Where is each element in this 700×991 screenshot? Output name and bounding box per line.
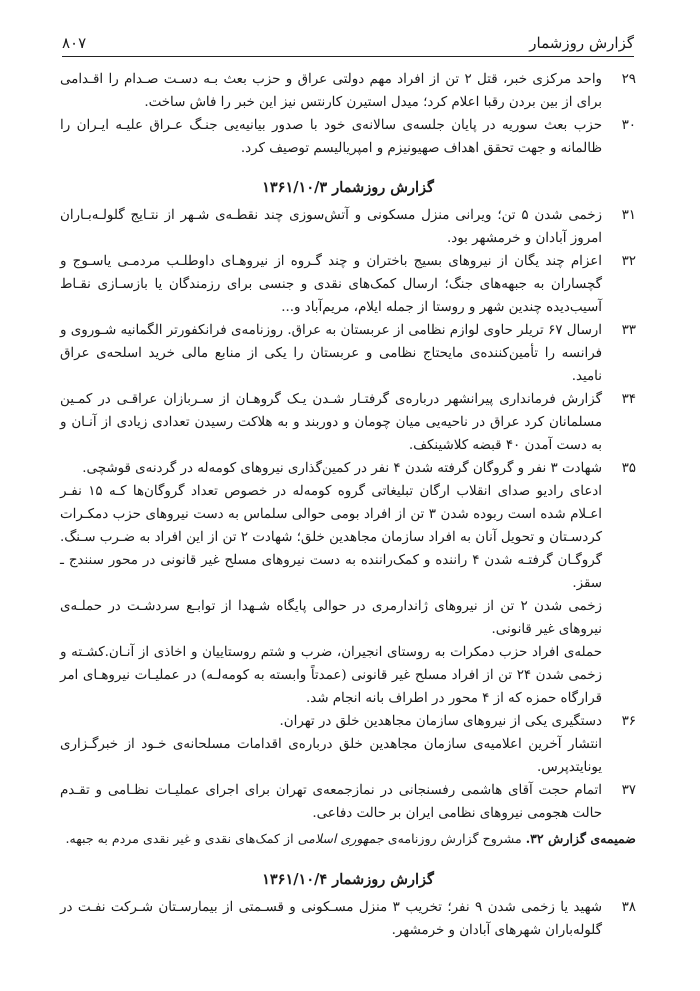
entry-number: ۳۱: [621, 208, 636, 223]
page-number: ۸۰۷: [62, 34, 87, 52]
entry-paragraph: ادعای رادیو صدای انقلاب ارگان تبلیغاتی گروه کومه‌له در خصوص تعداد گروگان‌ها کـه ۱۵ نفـر اعـلام شده است ربوده شدن ۳ تن از افراد بومی حوالی سلماس به دست نیروهای حزب دمکـرات کردسـتان و تحویل آنان به افراد سازمان مجاهدین خلق؛ شهادت ۲ تن از این افراد به ضـرب سـنگ. گروگـان گرفتـه شدن ۴ راننده و کمک‌راننده به دست نیروهای مسلح غیر قانونی در محور سنندج ـ سقز.: [60, 484, 602, 591]
entry-number: ۳۴: [621, 392, 636, 407]
entry-paragraph: حمله‌ی افراد حزب دمکرات به روستای انجیران، ضرب و شتم روستاییان و اخاذی از آنـان.کشـته و زخمی شدن ۲۴ تن از افراد مسلح غیر قانونی (عمدتاً وابسته به کومه‌لـه) در عملیـات نیروهـای امر قرارگاه حمزه که از ۴ محور در اطراف بانه انجام شد.: [60, 645, 602, 706]
entry-paragraph: شهید یا زخمی شدن ۹ نفر؛ تخریب ۳ منزل مسـکونی و قسـمتی از بیمارسـتان شـرکت نفـت در گلوله‌باران شهرهای آبادان و خرمشهر.: [60, 900, 602, 938]
entry-body: [60, 319, 602, 388]
entries-group-a: [60, 68, 636, 160]
entry-paragraph: شهادت ۳ نفر و گروگان گرفته شدن ۴ نفر در کمین‌گذاری نیروهای کومه‌له در گردنه‌ی قوشچی.: [82, 461, 602, 476]
entry: [60, 114, 636, 160]
entry: [60, 896, 636, 942]
entry-paragraph: ارسال ۶۷ تریلر حاوی لوازم نظامی از عربستان به عراق. روزنامه‌ی فرانکفورتر الگمانیه شـوروی و فرانسه را تأمین‌کننده‌ی مایحتاج نظامی و عربستان را یکی از منابع مالی خرید اسلحه‌ی عراق نامید.: [60, 323, 602, 384]
entry-paragraph: اعزام چند یگان از نیروهای بسیج باختران و چند گـروه از نیروهـای داوطلـب مردمـی یاسـوج و گچساران به جبهه‌های جنگ؛ ارسال کمک‌های نقدی و جنسی برای رزمندگان یا بازسـازی نقـاط آسیب‌دیده چندین شهر و روستا از جمله ایلام، مریم‌آباد و...: [60, 254, 602, 315]
entry-number: ۳۵: [621, 461, 636, 476]
entry-number: ۳۸: [621, 900, 636, 915]
appendix-text-after: از کمک‌های نقدی و غیر نقدی مردم به جبهه.: [65, 831, 298, 846]
entry: [60, 319, 636, 388]
section-title: گزارش روزشمار ۱۳۶۱/۱۰/۳: [262, 179, 434, 196]
entry-body: [60, 114, 602, 160]
entry: [60, 204, 636, 250]
entry: [60, 779, 636, 825]
entry-number: ۳۷: [621, 783, 636, 798]
entry-body: [60, 250, 602, 319]
entry-paragraph: حزب بعث سوریه در پایان جلسه‌ی سالانه‌ی خود با صدور بیانیه‌یی جنـگ عـراق علیـه ایـران را ظالمانه و جهت تحقق اهداف صهیونیزم و امپریالیسم توصیف کرد.: [60, 118, 602, 156]
entry-paragraph: گزارش فرمانداری پیرانشهر درباره‌ی گرفتـار شـدن یـک گروهـان از سـربازان عراقـی در کمـین مسلمانان کرد عراق در ناحیه‌یی میان چومان و دوربند و به هلاکت رسیدن تعدادی زیادی از آنـان و به دست آمدن ۴۰ قبضه کلاشینکف.: [60, 392, 602, 453]
entry-body: [60, 204, 602, 250]
appendix-note: [60, 827, 636, 850]
entry-number: ۳۳: [621, 323, 636, 338]
entry-paragraph: انتشار آخرین اعلامیه‌ی سازمان مجاهدین خلق درباره‌ی اقدامات مسلحانه‌ی خـود از خبرگـزاری یونایتدپرس.: [60, 737, 602, 775]
entry: [60, 457, 636, 710]
page-content: [60, 68, 636, 942]
section-title: گزارش روزشمار ۱۳۶۱/۱۰/۴: [262, 871, 434, 888]
running-header: [62, 30, 634, 57]
entry-body: [60, 388, 602, 457]
entry-paragraph: واحد مرکزی خبر، قتل ۲ تن از افراد مهم دولتی عراق و حزب بعث بـه دسـت صـدام را اقـدامی برای از بین بردن رقبا اعلام کرد؛ میدل استیرن کارنتس نیز این خبر را فاش ساخت.: [60, 72, 603, 110]
running-title: گزارش روزشمار: [529, 34, 634, 52]
entry-body: [60, 779, 602, 825]
appendix-text-before: مشروح گزارش روزنامه‌ی: [383, 831, 526, 846]
entry-paragraph: اتمام حجت آقای هاشمی رفسنجانی در نمازجمعه‌ی تهران برای اجرای عملیـات نظـامی و تقـدم حالت هجومی نیروهای نظامی ایران بر حالت دفاعی.: [60, 783, 602, 821]
entry-body: [60, 457, 602, 710]
entry-number: ۳۲: [621, 254, 636, 269]
entry: [60, 710, 636, 779]
entry-number: ۳۶: [621, 714, 636, 729]
entry-body: [60, 896, 602, 942]
entry-number: ۲۹: [621, 72, 636, 87]
entry-paragraph: زخمی شدن ۵ تن؛ ویرانی منزل مسکونی و آتش‌سوزی چند نقطـه‌ی شـهر از نتـایج گلولـه‌بـاران امروز آبادان و خرمشهر بود.: [60, 208, 602, 246]
entry: [60, 388, 636, 457]
entry-paragraph: زخمی شدن ۲ تن از نیروهای ژاندارمری در حوالی پایگاه شـهدا از توابـع سردشـت در حملـه‌ی نیروهای غیر قانونی.: [60, 599, 602, 637]
entry: [60, 250, 636, 319]
entry-number: ۳۰: [621, 118, 636, 133]
appendix-newspaper: جمهوری اسلامی: [297, 831, 384, 846]
entry: [60, 68, 636, 114]
entry-body: [60, 710, 602, 779]
appendix-label: ضمیمه‌ی گزارش ۳۲.: [525, 831, 636, 846]
entry-paragraph: دستگیری یکی از نیروهای سازمان مجاهدین خلق در تهران.: [279, 714, 602, 729]
entry-body: [60, 68, 602, 114]
entries-group-b: [60, 204, 636, 825]
entries-group-c: [60, 896, 636, 942]
